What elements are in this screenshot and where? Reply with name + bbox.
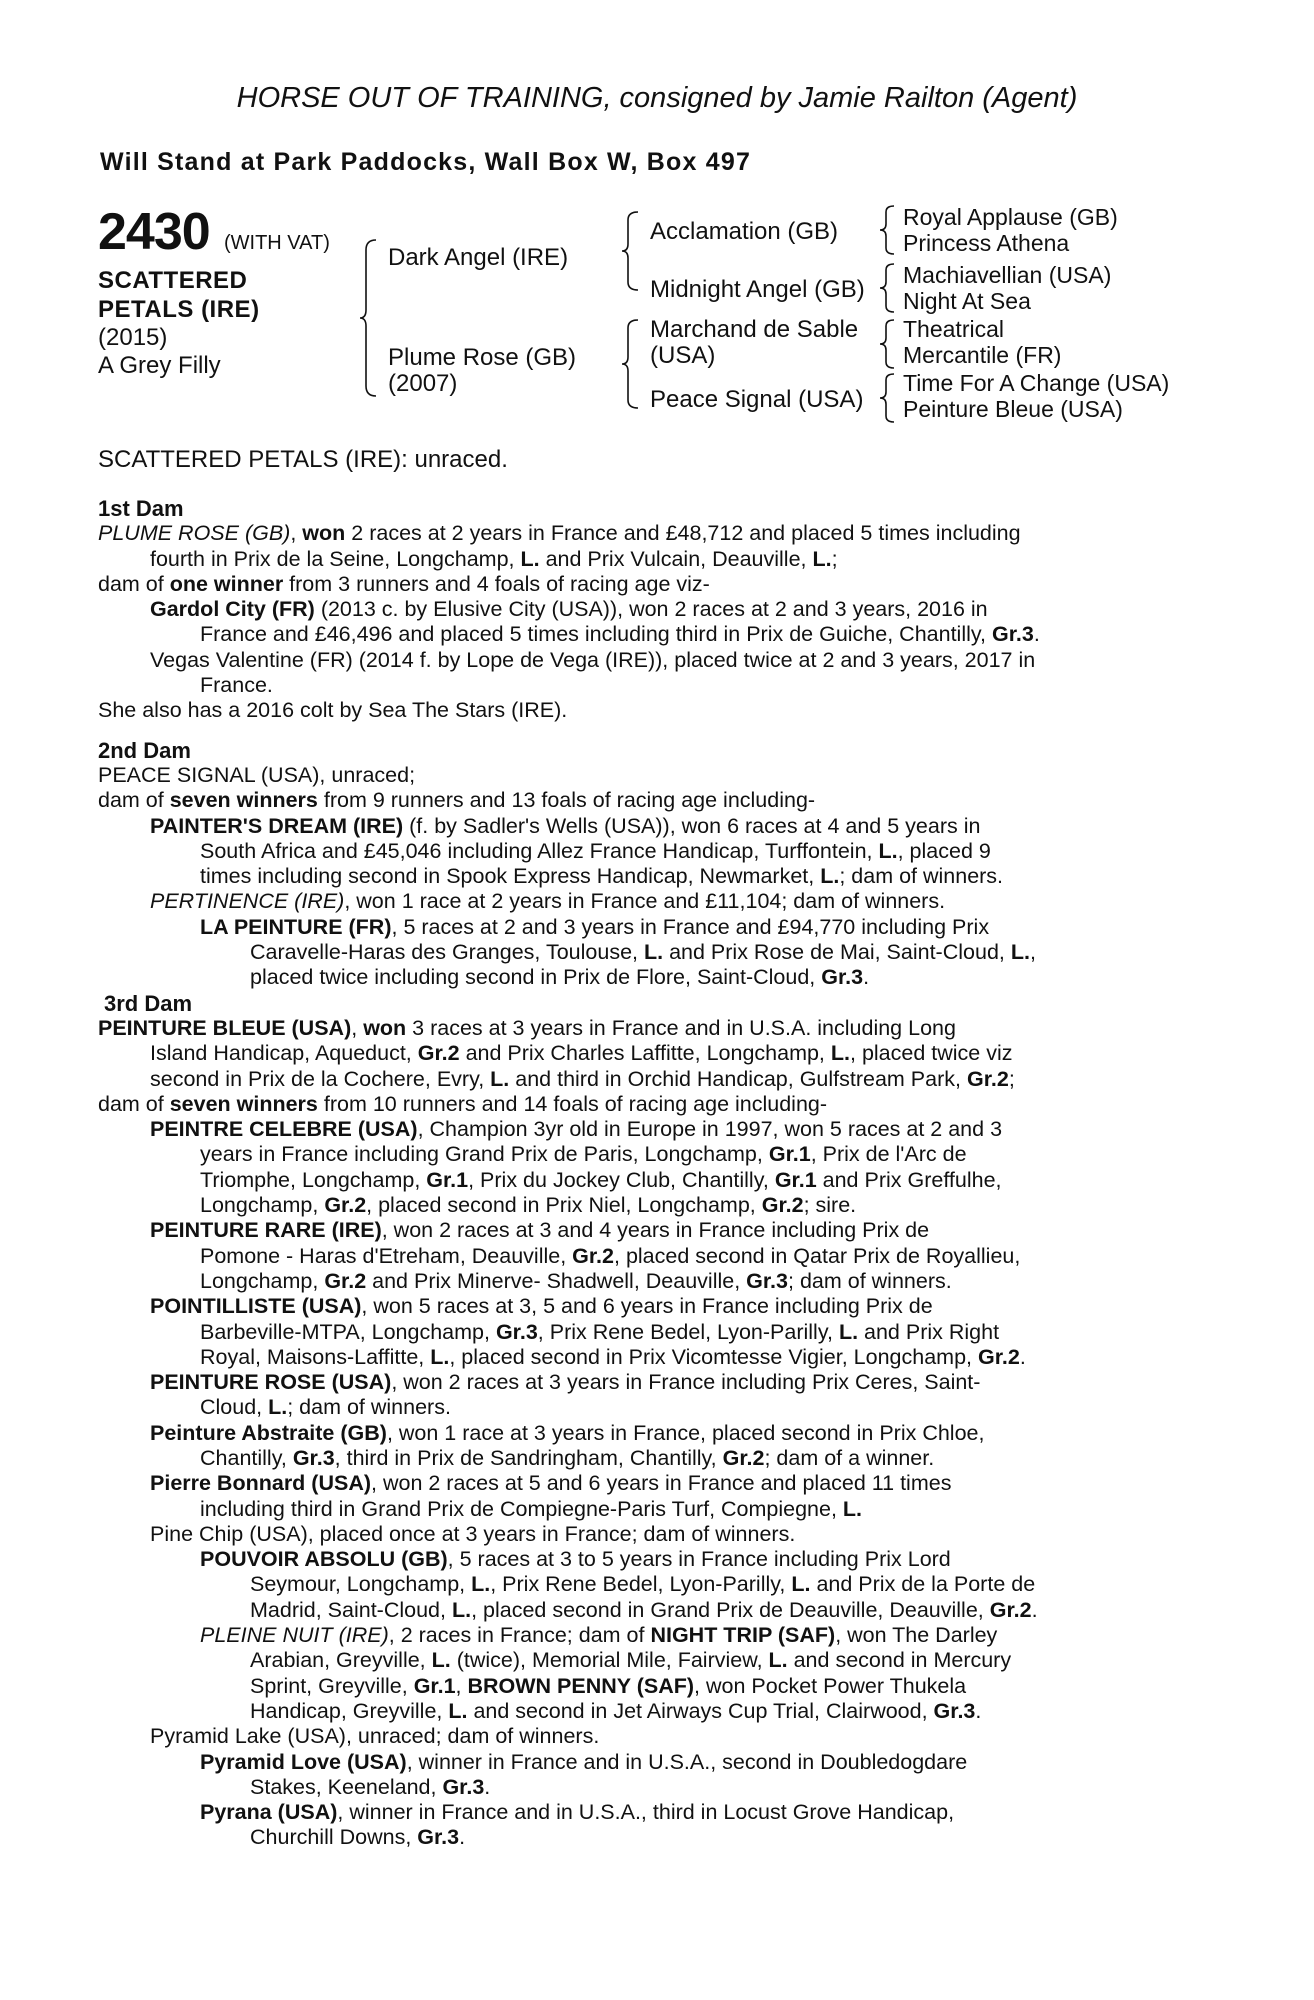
foal-name: PEINTURE ROSE (USA) xyxy=(150,1370,392,1395)
grade: Gr.3 xyxy=(417,1825,460,1850)
text: Pomone - Haras d'Etreham, Deauville, xyxy=(200,1243,573,1268)
grade: L. xyxy=(830,1041,850,1066)
dam-heading: 3rd Dam xyxy=(104,990,193,1016)
foal-name: Pyramid Love (USA) xyxy=(200,1749,407,1774)
text: , winner in France and in U.S.A., third in Locust Grove Handicap, xyxy=(337,1800,955,1825)
text: including third in Grand Prix de Compiegne-Paris Turf, Compiegne, xyxy=(200,1496,843,1521)
grade: L. xyxy=(812,546,832,571)
text: and third in Orchid Handicap, Gulfstream Park, xyxy=(509,1066,967,1091)
text: . xyxy=(1033,622,1040,647)
foal-name: PERTINENCE (IRE) xyxy=(150,889,345,914)
text-line xyxy=(150,814,1206,839)
grade: L. xyxy=(431,1648,451,1673)
text-line xyxy=(200,622,1206,647)
pedigree-brace-gen1 xyxy=(360,238,380,398)
foal-name: Gardol City (FR) xyxy=(150,597,315,622)
text-line xyxy=(150,1041,1206,1066)
text: and second in Mercury xyxy=(787,1648,1012,1673)
text: , 5 races at 2 and 3 years in France and £94,770 including Prix xyxy=(391,914,990,939)
text: ; dam of a winner. xyxy=(764,1445,935,1470)
text-line xyxy=(150,1471,1206,1496)
text: Barbeville-MTPA, Longchamp, xyxy=(200,1319,496,1344)
pedigree-sd-sire: Machiavellian (USA) xyxy=(903,262,1112,288)
grade: L. xyxy=(878,838,898,863)
grade: L. xyxy=(838,1319,859,1344)
grade: Gr.3 xyxy=(991,622,1034,647)
text: Churchill Downs, xyxy=(250,1825,418,1850)
text-line xyxy=(200,1497,1206,1522)
text: Handicap, Greyville, xyxy=(250,1698,449,1723)
text: ; xyxy=(1008,1066,1015,1091)
text: , won The Darley xyxy=(835,1623,998,1648)
grade: L. xyxy=(820,864,840,889)
grade: Gr.3 xyxy=(495,1319,538,1344)
grade: Gr.3 xyxy=(292,1445,335,1470)
grade: Gr.2 xyxy=(324,1193,367,1218)
pedigree-brace-dam xyxy=(622,318,642,410)
pedigree-dam-sire: Marchand de Sable xyxy=(650,316,859,343)
text-line xyxy=(250,1598,1206,1623)
text-line xyxy=(98,572,1206,597)
pedigree-ss-dam: Princess Athena xyxy=(903,230,1070,256)
vat-label: (WITH VAT) xyxy=(224,232,330,254)
text: . xyxy=(459,1825,466,1850)
text: (f. by Sadler's Wells (USA)), won 6 races at 4 and 5 years in xyxy=(403,813,981,838)
text-line xyxy=(150,1067,1206,1092)
horse-description: A Grey Filly xyxy=(98,352,221,379)
pedigree-dd-dam: Peinture Bleue (USA) xyxy=(903,396,1123,422)
pedigree-sd-dam: Night At Sea xyxy=(903,288,1031,314)
bold-text: won xyxy=(363,1015,407,1040)
text: She also has a 2016 colt by Sea The Stars (IRE). xyxy=(98,698,568,723)
horse-name: SCATTERED PETALS (IRE) xyxy=(98,267,260,323)
text-line xyxy=(150,547,1206,572)
grade: Gr.2 xyxy=(966,1066,1009,1091)
text: Stakes, Keeneland, xyxy=(250,1774,443,1799)
text: , Prix du Jockey Club, Chantilly, xyxy=(468,1167,775,1192)
text: , won 5 races at 3, 5 and 6 years in France including Prix de xyxy=(361,1294,933,1319)
text-line xyxy=(200,1345,1206,1370)
text: , winner in France and in U.S.A., second in Doubledogdare xyxy=(406,1749,968,1774)
grade: L. xyxy=(268,1395,288,1420)
grade: L. xyxy=(451,1597,472,1622)
text: ; dam of winners. xyxy=(839,864,1004,889)
grade: Gr.1 xyxy=(774,1167,817,1192)
text: fourth in Prix de la Seine, Longchamp, xyxy=(150,546,521,571)
foal-name: Pierre Bonnard (USA) xyxy=(150,1471,372,1496)
pedigree-dam-dam: Peace Signal (USA) xyxy=(650,386,864,413)
text-line xyxy=(98,521,1206,546)
text: , Prix Rene Bedel, Lyon-Parilly, xyxy=(537,1319,839,1344)
text: Longchamp, xyxy=(200,1193,325,1218)
text: ; sire. xyxy=(803,1193,857,1218)
text: , placed second in Prix Vicomtesse Vigier, Longchamp, xyxy=(449,1344,978,1369)
text: (2013 c. by Elusive City (USA)), won 2 races at 2 and 3 years, 2016 in xyxy=(314,597,988,622)
text: Pyramid Lake (USA), unraced; dam of winners. xyxy=(150,1724,600,1749)
text: , placed twice viz xyxy=(850,1041,1013,1066)
text: Arabian, Greyville, xyxy=(250,1648,432,1673)
text-line xyxy=(150,1117,1206,1142)
text: ; dam of winners. xyxy=(788,1268,952,1293)
text: Caravelle-Haras des Granges, Toulouse, xyxy=(250,940,644,965)
grade: L. xyxy=(490,1066,510,1091)
pedigree-ss-sire: Royal Applause (GB) xyxy=(903,204,1118,230)
foal-name: POINTILLISTE (USA) xyxy=(150,1294,362,1319)
pedigree-brace-dd xyxy=(880,372,898,424)
text: Triomphe, Longchamp, xyxy=(200,1167,427,1192)
foal-name: Peinture Abstraite (GB) xyxy=(150,1420,387,1445)
text-line xyxy=(250,965,1206,990)
text: dam of xyxy=(98,788,170,813)
text-line xyxy=(98,788,1206,813)
pedigree-sire-sire: Acclamation (GB) xyxy=(650,218,839,245)
text: France and £46,496 and placed 5 times including third in Prix de Guiche, Chantilly, xyxy=(200,622,992,647)
text: , xyxy=(1029,940,1036,965)
grade: Gr.3 xyxy=(933,1698,976,1723)
text-line xyxy=(200,915,1206,940)
text-line xyxy=(98,1092,1206,1117)
pedigree-sire-dam: Midnight Angel (GB) xyxy=(650,276,865,303)
text: , 2 races in France; dam of xyxy=(388,1623,651,1648)
text-line xyxy=(150,1724,1206,1749)
text-line xyxy=(200,1395,1206,1420)
text-line xyxy=(200,1800,1206,1825)
grade: L. xyxy=(520,546,540,571)
text: times including second in Spook Express Handicap, Newmarket, xyxy=(200,864,821,889)
grade: L. xyxy=(643,940,664,965)
foal-name: Pyrana (USA) xyxy=(200,1800,338,1825)
text: France. xyxy=(200,673,273,698)
text: Vegas Valentine (FR) (2014 f. by Lope de Vega (IRE)), placed twice at 2 and 3 years, 2017 in xyxy=(150,647,1036,672)
text: years in France including Grand Prix de Paris, Longchamp, xyxy=(200,1142,769,1167)
text-line xyxy=(150,1218,1206,1243)
text: Royal, Maisons-Laffitte, xyxy=(200,1344,431,1369)
grade: Gr.2 xyxy=(572,1243,614,1268)
text: (twice), Memorial Mile, Fairview, xyxy=(450,1648,769,1673)
text-line xyxy=(200,1547,1206,1572)
text-line xyxy=(200,1623,1206,1648)
text: , won 2 races at 3 and 4 years in France including Prix de xyxy=(381,1218,930,1243)
grade: Gr.2 xyxy=(722,1445,765,1470)
text: placed twice including second in Prix de Flore, Saint-Cloud, xyxy=(250,965,822,990)
text-line xyxy=(200,1244,1206,1269)
pedigree-dd-sire: Time For A Change (USA) xyxy=(903,370,1170,396)
text-line xyxy=(250,1699,1206,1724)
text: , won 2 races at 3 years in France including Prix Ceres, Saint- xyxy=(391,1370,981,1395)
pedigree-sire: Dark Angel (IRE) xyxy=(388,244,569,271)
text: and second in Jet Airways Cup Trial, Clairwood, xyxy=(467,1698,934,1723)
text: , xyxy=(455,1673,468,1698)
text-line xyxy=(250,1775,1206,1800)
grade: Gr.2 xyxy=(324,1268,367,1293)
grade: Gr.2 xyxy=(977,1344,1020,1369)
text: , placed second in Qatar Prix de Royallieu, xyxy=(614,1243,1021,1268)
pedigree-dam-sire-country: (USA) xyxy=(650,342,716,369)
text: ; dam of winners. xyxy=(287,1395,451,1420)
text-line xyxy=(150,1294,1206,1319)
text-line xyxy=(150,1370,1206,1395)
bold-text: seven winners xyxy=(169,1091,318,1116)
grade: Gr.1 xyxy=(413,1673,456,1698)
dam-heading: 1st Dam xyxy=(98,496,184,521)
lot-number: 2430 xyxy=(98,203,210,261)
dam-name: PLUME ROSE (GB) xyxy=(98,521,291,546)
foal-name: LA PEINTURE (FR) xyxy=(200,914,392,939)
pedigree-dam-year: (2007) xyxy=(388,370,458,397)
text: second in Prix de la Cochere, Evry, xyxy=(150,1066,491,1091)
text: , won 2 races at 5 and 6 years in France and placed 11 times xyxy=(371,1471,952,1496)
pedigree-ds-sire: Theatrical xyxy=(903,316,1004,342)
pedigree-brace-ds xyxy=(880,318,898,370)
text: from 10 runners and 14 foals of racing age including- xyxy=(317,1091,828,1116)
grade: Gr.2 xyxy=(761,1193,804,1218)
text-line xyxy=(98,698,1206,723)
pedigree-dam: Plume Rose (GB) xyxy=(388,344,577,371)
grade: L. xyxy=(842,1496,863,1521)
text: , placed second in Grand Prix de Deauville, Deauville, xyxy=(471,1597,990,1622)
second-dam-heading xyxy=(98,738,1206,763)
text: . xyxy=(1031,1597,1038,1622)
text: , 5 races at 3 to 5 years in France including Prix Lord xyxy=(447,1547,951,1572)
text-line xyxy=(98,1016,1206,1041)
text-line xyxy=(200,1142,1206,1167)
text: , Prix de l'Arc de xyxy=(810,1142,967,1167)
text-line xyxy=(200,1750,1206,1775)
text: and Prix Charles Laffitte, Longchamp, xyxy=(459,1041,831,1066)
text: , placed second in Prix Niel, Longchamp, xyxy=(366,1193,762,1218)
text: PEACE SIGNAL (USA), unraced; xyxy=(98,762,416,787)
pedigree-brace-sd xyxy=(880,262,898,314)
race-record-note: SCATTERED PETALS (IRE): unraced. xyxy=(98,446,508,473)
text-line xyxy=(200,1193,1206,1218)
grade: Gr.3 xyxy=(442,1774,485,1799)
text-line xyxy=(200,1168,1206,1193)
pedigree-brace-ss xyxy=(880,204,898,256)
foal-name: PEINTRE CELEBRE (USA) xyxy=(150,1117,418,1142)
dam-name: PEINTURE BLEUE (USA) xyxy=(98,1015,352,1040)
text-line xyxy=(150,597,1206,622)
text: Chantilly, xyxy=(200,1445,293,1470)
grade: Gr.2 xyxy=(989,1597,1032,1622)
text: Pine Chip (USA), placed once at 3 years in France; dam of winners. xyxy=(150,1521,796,1546)
text: and Prix Greffulhe, xyxy=(816,1167,1002,1192)
bold-text: seven winners xyxy=(169,788,318,813)
text: and Prix Minerve- Shadwell, Deauville, xyxy=(366,1268,747,1293)
foal-name: PAINTER'S DREAM (IRE) xyxy=(150,813,404,838)
grade: Gr.1 xyxy=(426,1167,469,1192)
text: Seymour, Longchamp, xyxy=(250,1572,472,1597)
text: Cloud, xyxy=(200,1395,269,1420)
text-line xyxy=(150,1522,1206,1547)
text: Longchamp, xyxy=(200,1268,325,1293)
text: and Prix Vulcain, Deauville, xyxy=(539,546,813,571)
text: . xyxy=(975,1698,982,1723)
text: , xyxy=(351,1015,364,1040)
text: , won 1 race at 3 years in France, placed second in Prix Chloe, xyxy=(386,1420,985,1445)
text: 2 races at 2 years in France and £48,712 and placed 5 times including xyxy=(345,521,1021,546)
consignor-header: HORSE OUT OF TRAINING, consigned by Jamie Railton (Agent) xyxy=(236,82,1078,114)
grade: L. xyxy=(1010,940,1030,965)
text: from 9 runners and 13 foals of racing age including- xyxy=(317,788,816,813)
text: and Prix Right xyxy=(858,1319,1000,1344)
text: from 3 runners and 4 foals of racing age viz- xyxy=(283,571,710,596)
text: , Prix Rene Bedel, Lyon-Parilly, xyxy=(490,1572,792,1597)
catalogue-body xyxy=(98,496,1206,1851)
text: ; xyxy=(831,546,838,571)
text-line xyxy=(200,1320,1206,1345)
grade: Gr.3 xyxy=(746,1268,788,1293)
grade: Gr.3 xyxy=(821,965,864,990)
text-line xyxy=(98,763,1206,788)
foal-name: PEINTURE RARE (IRE) xyxy=(150,1218,382,1243)
text-line xyxy=(200,673,1206,698)
text-line xyxy=(200,1269,1206,1294)
text-line xyxy=(150,648,1206,673)
text: and Prix Rose de Mai, Saint-Cloud, xyxy=(663,940,1011,965)
text-line xyxy=(250,940,1206,965)
text-line xyxy=(200,1446,1206,1471)
grade: L. xyxy=(448,1698,468,1723)
grade: L. xyxy=(430,1344,450,1369)
text-line xyxy=(200,839,1206,864)
horse-year: (2015) xyxy=(98,324,168,351)
pedigree-ds-dam: Mercantile (FR) xyxy=(903,342,1062,368)
grade: L. xyxy=(791,1572,811,1597)
text: . xyxy=(863,965,870,990)
dam-heading: 2nd Dam xyxy=(98,737,191,763)
text: South Africa and £45,046 including Allez France Handicap, Turffontein, xyxy=(200,838,879,863)
text: dam of xyxy=(98,1091,170,1116)
text-line xyxy=(250,1648,1206,1673)
text: , Champion 3yr old in Europe in 1997, won 5 races at 2 and 3 xyxy=(417,1117,1003,1142)
bold-text: one winner xyxy=(169,571,284,596)
text: and Prix de la Porte de xyxy=(810,1572,1036,1597)
text: , placed 9 xyxy=(897,838,991,863)
grade: Gr.2 xyxy=(417,1041,460,1066)
grade: Gr.1 xyxy=(768,1142,811,1167)
text: . xyxy=(1019,1344,1026,1369)
text-line xyxy=(200,864,1206,889)
text: . xyxy=(484,1774,491,1799)
foal-name: POUVOIR ABSOLU (GB) xyxy=(200,1547,448,1572)
text: Island Handicap, Aqueduct, xyxy=(150,1041,418,1066)
text: Sprint, Greyville, xyxy=(250,1673,414,1698)
grade: L. xyxy=(768,1648,788,1673)
text: Madrid, Saint-Cloud, xyxy=(250,1597,452,1622)
first-dam-heading xyxy=(98,496,1206,521)
location-header: Will Stand at Park Paddocks, Wall Box W, Box 497 xyxy=(100,148,752,176)
text: dam of xyxy=(98,571,170,596)
grade: L. xyxy=(471,1572,491,1597)
text-line xyxy=(150,1421,1206,1446)
text-line xyxy=(250,1825,1206,1850)
text: , won Pocket Power Thukela xyxy=(694,1673,967,1698)
pedigree-brace-sire xyxy=(622,210,642,292)
foal-name: NIGHT TRIP (SAF) xyxy=(650,1623,836,1648)
text-line xyxy=(250,1674,1206,1699)
text-line xyxy=(150,889,1206,914)
foal-name: BROWN PENNY (SAF) xyxy=(467,1673,695,1698)
bold-text: won xyxy=(302,521,346,546)
third-dam-heading xyxy=(98,991,1206,1016)
foal-name: PLEINE NUIT (IRE) xyxy=(200,1623,389,1648)
text-line xyxy=(250,1572,1206,1597)
text: 3 races at 3 years in France and in U.S.A. including Long xyxy=(406,1015,956,1040)
text: , won 1 race at 2 years in France and £11,104; dam of winners. xyxy=(344,889,946,914)
text: , xyxy=(290,521,303,546)
text: , third in Prix de Sandringham, Chantilly, xyxy=(334,1445,723,1470)
